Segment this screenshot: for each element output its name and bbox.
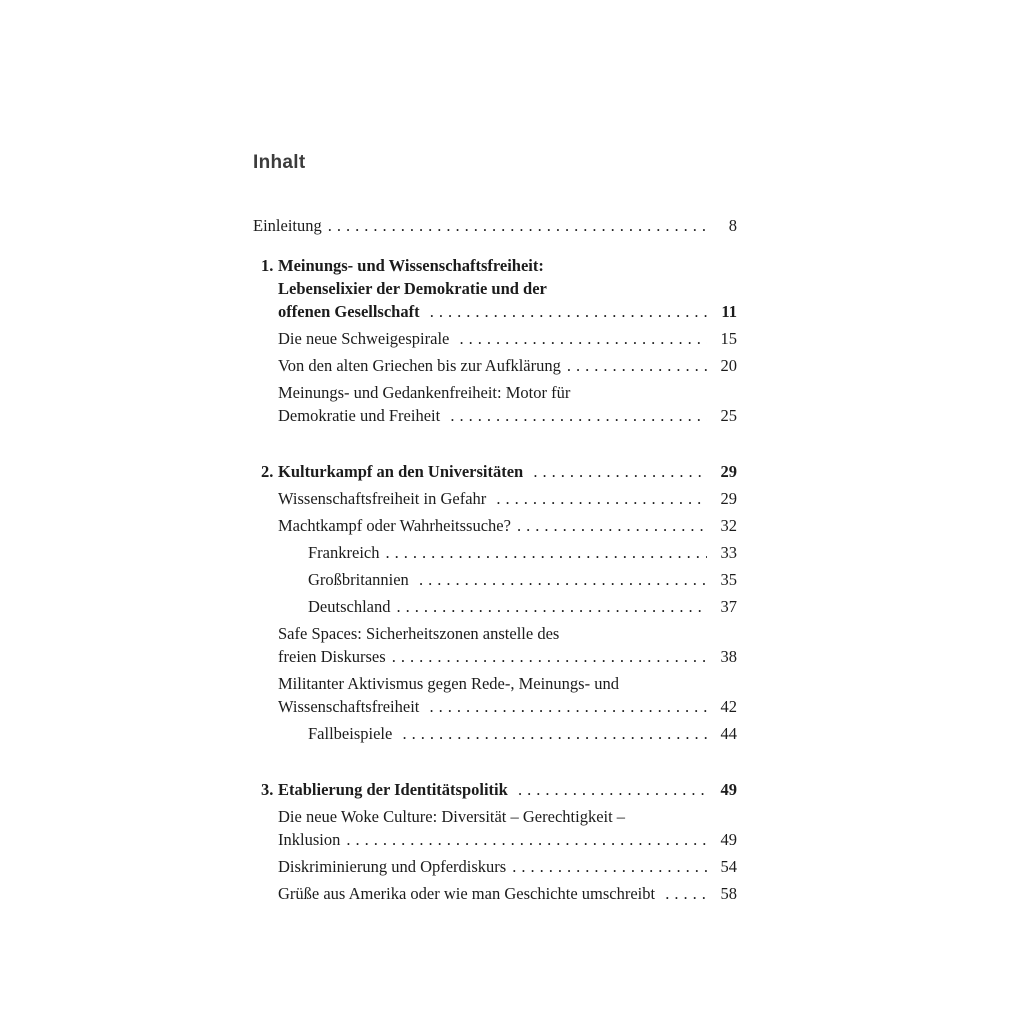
toc-entry-text: Kulturkampf an den Universitäten xyxy=(278,462,528,481)
toc-entry xyxy=(253,354,737,377)
toc-entry-line: Lebenselixier der Demokratie und der xyxy=(278,279,547,298)
toc-entry xyxy=(253,381,737,427)
toc-entry-text: Fallbeispiele xyxy=(308,724,397,743)
toc-chapter-entry xyxy=(253,460,737,483)
toc-entry-line: Militanter Aktivismus gegen Rede-, Meinungs- und xyxy=(278,674,619,693)
toc-entry-text: Von den alten Griechen bis zur Aufklärung xyxy=(278,356,561,375)
toc-page-number: 42 xyxy=(720,697,737,716)
toc-entry-text: Wissenschaftsfreiheit xyxy=(278,697,424,716)
toc-entry-last-line xyxy=(278,778,737,801)
toc-entry-last-line xyxy=(278,855,737,878)
toc-entry-last-line xyxy=(278,695,737,718)
toc-page-number: 11 xyxy=(721,302,737,321)
toc-entry xyxy=(253,595,737,618)
toc-entry xyxy=(253,568,737,591)
dot-leader xyxy=(512,855,707,878)
toc-entry xyxy=(253,882,737,905)
toc-entry-text: Diskriminierung und Opferdiskurs xyxy=(278,857,507,876)
dot-leader xyxy=(496,487,707,510)
toc-chapter-entry xyxy=(253,254,737,323)
toc-entry xyxy=(253,722,737,745)
dot-leader xyxy=(665,882,707,905)
dot-leader xyxy=(430,695,708,718)
dot-leader xyxy=(430,300,707,323)
toc-entry-line: Die neue Woke Culture: Diversität – Gerechtigkeit – xyxy=(278,807,626,826)
toc-page-number: 44 xyxy=(720,724,737,743)
toc-page-number: 8 xyxy=(728,216,737,235)
toc-entry-text: Großbritannien xyxy=(308,570,413,589)
toc-page-number: 20 xyxy=(720,356,737,375)
page-title: Inhalt xyxy=(253,152,306,173)
toc-entry-last-line xyxy=(278,514,737,537)
toc-entry-last-line xyxy=(278,828,737,851)
toc-chapter-entry xyxy=(253,778,737,801)
toc-entry xyxy=(253,672,737,718)
toc-entry-last-line xyxy=(308,541,737,564)
toc-page-number: 25 xyxy=(720,406,737,425)
dot-leader xyxy=(533,460,707,483)
toc-page-number: 29 xyxy=(720,489,737,508)
toc-entry-text: Frankreich xyxy=(308,543,380,562)
dot-leader xyxy=(392,645,707,668)
toc-entry-text: Einleitung xyxy=(253,216,322,235)
toc-page-number: 49 xyxy=(720,780,737,799)
toc-entry-last-line xyxy=(278,300,737,323)
toc-page-number: 38 xyxy=(720,647,737,666)
dot-leader xyxy=(459,327,707,350)
toc-entry-line: Meinungs- und Gedankenfreiheit: Motor für xyxy=(278,383,571,402)
dot-leader xyxy=(567,354,707,377)
toc-page-number: 35 xyxy=(720,570,737,589)
toc-entry-line: Safe Spaces: Sicherheitszonen anstelle des xyxy=(278,624,560,643)
dot-leader xyxy=(346,828,707,851)
toc-entry-last-line xyxy=(278,327,737,350)
toc-entry xyxy=(253,805,737,851)
toc-entry-last-line xyxy=(308,595,737,618)
toc-content xyxy=(253,152,737,905)
toc-entry-last-line xyxy=(278,487,737,510)
dot-leader xyxy=(517,514,707,537)
toc-page-number: 33 xyxy=(720,543,737,562)
chapter-number: 3. xyxy=(261,780,274,799)
toc-page-number: 29 xyxy=(720,462,737,481)
toc-page-number: 37 xyxy=(720,597,737,616)
toc-entry-last-line xyxy=(308,568,737,591)
dot-leader xyxy=(396,595,707,618)
toc-page-number: 49 xyxy=(720,830,737,849)
toc-entry xyxy=(253,487,737,510)
dot-leader xyxy=(328,214,707,237)
chapter-number: 1. xyxy=(261,256,274,275)
toc-entry xyxy=(253,214,737,237)
toc-entry-last-line xyxy=(278,404,737,427)
toc-entry-text: Die neue Schweigespirale xyxy=(278,329,454,348)
dot-leader xyxy=(518,778,707,801)
toc-entry xyxy=(253,855,737,878)
toc-entry-last-line xyxy=(253,214,737,237)
toc-entry-last-line xyxy=(278,354,737,377)
toc-page-number: 58 xyxy=(720,884,737,903)
toc-entry-last-line xyxy=(278,460,737,483)
toc-entry-text: Deutschland xyxy=(308,597,391,616)
toc-entry-text: Demokratie und Freiheit xyxy=(278,406,445,425)
dot-leader xyxy=(450,404,707,427)
toc-entry-last-line xyxy=(308,722,737,745)
toc-entry-text: Inklusion xyxy=(278,830,341,849)
toc-entry-text: Grüße aus Amerika oder wie man Geschichte umschreibt xyxy=(278,884,660,903)
toc-entry xyxy=(253,541,737,564)
toc-entry-text: offenen Gesellschaft xyxy=(278,302,424,321)
toc-list xyxy=(253,214,737,905)
toc-page-number: 54 xyxy=(720,857,737,876)
toc-page-number: 15 xyxy=(720,329,737,348)
chapter-number: 2. xyxy=(261,462,274,481)
toc-entry-text: Machtkampf oder Wahrheitssuche? xyxy=(278,516,511,535)
toc-entry xyxy=(253,622,737,668)
toc-entry xyxy=(253,514,737,537)
dot-leader xyxy=(385,541,707,564)
toc-entry-last-line xyxy=(278,882,737,905)
dot-leader xyxy=(402,722,707,745)
toc-entry xyxy=(253,327,737,350)
toc-entry-text: freien Diskurses xyxy=(278,647,386,666)
toc-entry-text: Wissenschaftsfreiheit in Gefahr xyxy=(278,489,491,508)
toc-entry-last-line xyxy=(278,645,737,668)
dot-leader xyxy=(419,568,707,591)
toc-entry-text: Etablierung der Identitätspolitik xyxy=(278,780,512,799)
toc-entry-line: Meinungs- und Wissenschaftsfreiheit: xyxy=(278,256,544,275)
toc-page-number: 32 xyxy=(720,516,737,535)
